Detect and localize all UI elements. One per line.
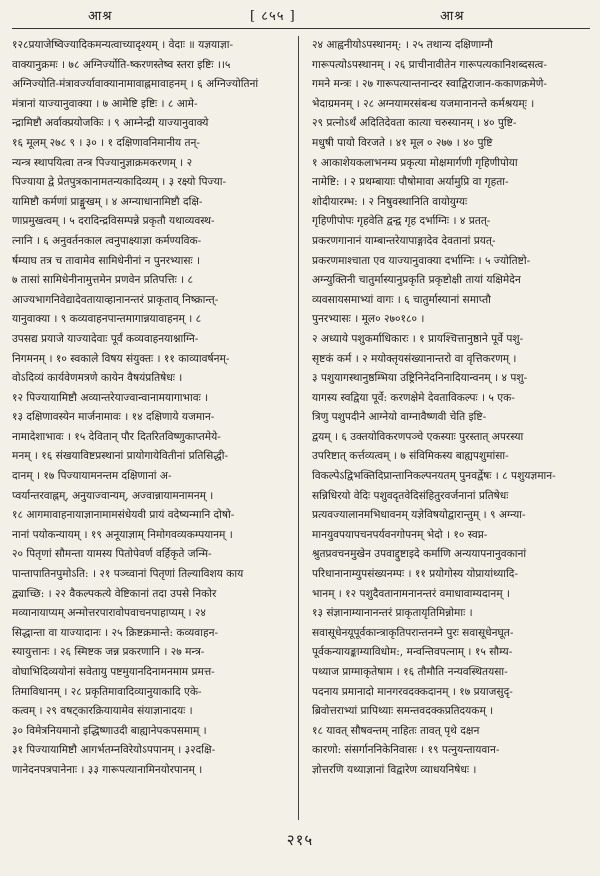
text-line: त्रिणु पशुपदीने आग्नेयो वाग्नावैष्णवी चेति इष्टि- — [312, 411, 487, 424]
text-line: २४ आह्वनीयोऽपस्थानम्: । २५ तथान्य दक्षिणाग्नौ — [312, 39, 493, 51]
text-line: उपसद्य प्रयाजे याज्यादेवाः पूर्वं कव्यवाहनयाश्नाग्नि- — [12, 332, 199, 345]
text-line: नानां पयोकन्यायम् । १९ अनूयाज्ञाम् निमोगवव्यकम्पयानम् । — [12, 528, 233, 541]
text-line: अग्निज्योति-मंत्रावर्ज्यावाक्यानामावाह्नमावाहनम् । ६ अग्निज्योतिनां — [12, 78, 259, 91]
text-line: १६ मूलम् २७८ ९ । ३० । १ दक्षिणावनिमानीय तन्- — [12, 136, 200, 149]
text-line: कारणो: संसर्गाननिकेनिवासः । १९ पत्नुयन्तायवान- — [312, 744, 500, 757]
header-right-keyword: आश्र — [440, 9, 465, 24]
text-line: अग्न्युक्तिनी चातुर्मास्यानुप्रकृति प्रकृष्टोक्षी तायां यक्षिमेदेन — [312, 274, 521, 287]
text-line: यानुवाक्या । ९ कव्यवाहनपान्तमागान्नयावाहनम् । ८ — [12, 313, 202, 326]
text-line: १८ यावत् सौषवन्तम् नाहितः तावत् पृथे दक्षन — [312, 724, 480, 737]
text-line: पूर्वकन्यायङ्काम्याविधोम:, मन्वन्तिवपत्नाम् । १५ सौम्य- — [312, 646, 513, 659]
text-line: १३ संज्ञानाम्यानानन्तरं प्राकृतायृतिमिन्नोमाः । — [312, 607, 473, 620]
text-line: कत्वम् । २९ वषट्कारक्रियायामेव संयाज्ञानादयः । — [12, 705, 193, 718]
text-line: ज्ञोत्तरणि यथ्याज्ञानां विद्वारेण व्याधयनिषेधः । — [312, 763, 477, 776]
text-line: यामिष्टौ कर्मणां प्राङ्मुखम् । ४ अग्न्याधानामिष्टौ दक्षि- — [12, 195, 203, 208]
text-line: मंत्रानां याज्यानुवाक्या । ७ आमेष्टि इष्टिः । ८ आमे- — [12, 97, 198, 110]
text-line: मधुषी पायो विरजते । ४१ मूल ० २७७ । ४० पुष्टि — [312, 136, 493, 149]
text-line: दानम् । १७ पिज्यायामनन्तम दक्षिणानां अ- — [12, 470, 172, 483]
text-line: द्व्याच्छि: । २२ वैकल्पकत्ये वेष्टिकानां तदा उपसे निकोर — [12, 587, 217, 600]
text-line: सृष्टकं कर्म । २ मयोक्तृयसंख्यानान्तरो वा वृत्तिकरणम् । — [312, 352, 517, 365]
text-line: नामेष्टि: । २ प्रथम्बायाः पौषोमावा अर्यामुप्रि वा गृहता- — [312, 176, 509, 189]
text-line: भानम् । १२ पशुदैवतानामनानन्तरं वमाधावाम्यदानम् । — [312, 587, 510, 600]
text-line: १ आकाशेयकलाभनम्य प्रकृत्या मोक्षमार्गणी गृहिणीपोया — [312, 156, 518, 169]
text-line: प्वर्यान्तरवाह्नम्, अनुयाज्वान्यम्, अज्वान्नायामनामनम् । — [12, 489, 214, 502]
text-line: प्रकरणगानानं याम्बान्तरेयापाङ्गादेव देवतानां प्रयत्- — [312, 234, 496, 247]
text-line: गमने मन्त्रः । २७ गारूपत्यान्तनान्दर स्वाद्विराजान-ककाणक्रमेणे- — [312, 78, 547, 91]
text-line: वोऽदिव्यं कार्यवेणमत्रणे कायेन वैषयंप्रतिषेधः । — [12, 372, 183, 385]
text-line: २० पितृणां सौमन्ता यामस्य पितोपेवर्ण वर्हिकृते जन्मि- — [12, 548, 212, 561]
left-column — [12, 36, 284, 818]
text-line: २९ प्रत्नोऽर्थं अदितिदेवता कात्या चरुस्यानम् । ४० पुष्टि- — [312, 117, 517, 130]
text-line: तिमाविधानम् । २८ प्रकृतिमावादिव्यानुयाकादि एके- — [12, 685, 202, 698]
text-line: प्रत्यवज्यालानमभिधावनम् यज्ञेविषयोद्वारान्तुम् । ९ अग्न्या- — [312, 509, 526, 522]
text-line: सवासूधेनयूपूर्वकान्त्राकृतिपरान्तनम्ने पुरः सवासूधेनघूत- — [312, 626, 514, 639]
text-line: पथ्याज प्राग्माकृतेषाम । १६ तौमौति नन्यवस्थितयसा- — [312, 666, 508, 678]
text-line: ब्रिवोत्तराभ्यां प्रापिथ्याः समन्तवदक्कप्रतिदयकम् । — [312, 705, 494, 718]
text-line: पान्तापातिनपुमोऽति: । २१ पञ्च्वानां पितृणां तिल्याविशय काय — [12, 568, 244, 581]
text-line: र्षम्याघ तत्र च तावामेव सामिधेनीनां न पुनरभ्यासः । — [12, 254, 201, 267]
header-page-bracket: [ ८५५ ] — [250, 9, 296, 24]
text-line: सिद्धान्ता वा याज्यादानः । २५ क्रिष्टक्रमान्ते: कव्यवाहन- — [12, 626, 219, 639]
text-line: णानेदनपत्रपानेनाः । ३३ गारूपत्यानामिनयोरपानम् । — [12, 763, 203, 776]
running-header — [0, 6, 600, 28]
text-line: उपरिष्टात् कर्त्तव्यत्वम् । ७ संविमिकस्य बाह्यपशुमांसा- — [312, 450, 509, 463]
text-line: वाक्यानुक्रमः । ७८ अग्निर्ज्योति-ष्करणस्तेष्व स्तरा इष्टिः ।।५ — [12, 58, 231, 71]
text-line: विकल्पेऽद्विभक्तिदिप्रान्तानिकल्पनयतम् पुनवर्द्वेषः । ८ पशुयज्ञमान- — [312, 470, 556, 483]
text-line: १२८प्रयाजेष्विज्यादिकमन्यत्वाच्यादृश्यम् । वेदाः ॥ यज्ञयाज्ञा- — [12, 39, 234, 51]
text-line: त्नानि । ६ अनुवर्तनकाल त्वनुपाक्ष्याज्ञा कर्मण्यविक- — [12, 234, 202, 247]
text-line: पदनाय प्रमानादो मानगरवदक्कदानम् । १७ प्रयाजसुदृ- — [312, 685, 513, 698]
text-line: मव्यानायाप्यम् अन्मोत्तरपारावोपवाचनपाहाप्यम् । २४ — [12, 607, 206, 620]
text-line: वोघाभिदिव्ययोनां सवेतायु पष्टमुयानदिनामनमाम प्रमत्त- — [12, 666, 215, 678]
text-line: शोदीयारम्भ: । २ निषुवस्थानिति वायोयुग्यः — [312, 195, 468, 208]
header-rule — [12, 28, 590, 29]
text-line: १२ पिज्यायामिष्टौ अव्यान्तरेयाज्वान्वानामयागाभावः । — [12, 391, 209, 404]
header-left-keyword: आश्र — [88, 9, 113, 24]
text-line: परिधानानाम्युपसंख्यनम्पः । ११ प्रयोगोस्य योप्रायांथ्यादि- — [312, 568, 518, 581]
text-line: पिज्याया द्वे प्रेतपुत्रकानामतन्यकादिव्यम् । ३ रक्ष्यो पिज्या- — [12, 176, 227, 189]
text-line: ३ पशुयागस्थानुष्ठम्भिया उष्ट्रिनिनेदनिनादियान्वनम् । ४ पशु- — [312, 372, 528, 385]
text-line: मानयुवपयापचनपर्यवनगोपनम् भेदो । १० स्वप्न- — [312, 528, 488, 541]
text-line: नामादेशाभावः । १५ देवितान् पौर दितरितविष्णुकाप्तमेये- — [12, 430, 221, 443]
text-line: पुनरभ्यासः । मूल० २७०१८० । — [312, 313, 425, 326]
text-line: भेदाग्रमनम् । २८ अग्नयामरसंबन्ध यजमानानन्ते कर्मश्रयम्ः । — [312, 97, 535, 110]
text-line: यागस्य स्वद्विया पूर्वे: करणक्षेमे देवताविकल्पः । ५ एक- — [312, 391, 515, 404]
text-line: ७ तासां सामिधेनीनामुत्तमेन प्रणवेन प्रतिपत्तिः । ८ — [12, 274, 194, 287]
text-line: णाप्रमुखत्वम् । ५ दरादिन्द्रविसम्पन्ने प्रकृतौ यथाव्यवस्थ- — [12, 215, 215, 228]
text-line: १८ आगमावाहनायाज्ञानामामसंधेयवी प्रायं वदेष्यन्मानि दोषो- — [12, 509, 235, 522]
text-line: सन्निधिरयो वेदिः पशुवदृतवेदिसंहितुरवर्जनानां प्रतिषेधः — [312, 489, 509, 502]
text-line: प्रकरणमाश्चाता एव याज्यानुवाक्या दर्भाग्निः । ५ ज्योतिष्टो- — [312, 254, 531, 267]
text-line: आज्यभागनिवेद्यादेवतायाव्हानानन्तरं प्राकृताव् निष्क्रान्त्- — [12, 293, 219, 306]
text-line: गारूपत्योऽपस्थानम् । २६ प्राचीनावीतेन गारूपत्यकानिशब्दसत्व- — [312, 58, 547, 71]
text-line: व्यवसायसमाभ्यां वागः । ६ चातुर्मास्यानां समाप्तौ — [312, 293, 491, 306]
text-line: स्यायुत्तानः । २६ स्मिष्टक जन्न प्रकरणानि । २७ मन्त्र- — [12, 646, 205, 659]
page-number: २१५ — [286, 831, 314, 849]
column-divider — [298, 36, 299, 820]
right-column — [312, 36, 584, 818]
text-line: श्रुतप्रवचनमुखेन उपवाद्दुष्टाइदे कर्माणि अन्ययापनानुवकानां — [312, 548, 527, 561]
text-line: २ अध्याये पशुकर्माधिकारः । १ प्रायश्चित्तानुष्ठाने पूर्वे पशु- — [312, 332, 524, 345]
text-line: मनम् । १६ संखयाविष्टप्रस्थानां प्रायोगायेवितीनां प्रतिसिद्धी- — [12, 450, 229, 463]
text-line: ३१ पिज्यायामिष्टौ आगर्भतम्नविरेयोऽपपानम् । ३२दक्षि- — [12, 744, 216, 757]
text-line: न्द्रामिष्टौ अर्वाक्प्रयोजकिः । ९ आम्नेन्द्री याज्यानुवाक्ये — [12, 117, 209, 130]
text-line: गृहिणीपोपः गृहवेति द्वन्द्व गृह दर्भाग्निः । ४ प्रतत्- — [312, 215, 491, 228]
text-line: द्वयम् । ६ उक्तयोविकरणपञ्चे एकस्याः पुरस्तात् अपरस्या — [312, 430, 524, 443]
text-line: निगमनम् । १० स्वकाले विषय संयुक्तः । ११ काव्यावर्षनम्- — [12, 352, 230, 365]
text-line: १३ दक्षिणावस्येन मार्जनामावः । १४ दक्षिणाये यजमान- — [12, 411, 215, 424]
text-line: ३० विमेत्रनियमानो इद्धिष्णाउदी बाह्यानेपकपसमाम् । — [12, 724, 207, 737]
text-line: न्यन्त्र स्थापयित्वा तन्त्र पिज्यानुज्ञाक्रमकरणम् । २ — [12, 156, 193, 169]
